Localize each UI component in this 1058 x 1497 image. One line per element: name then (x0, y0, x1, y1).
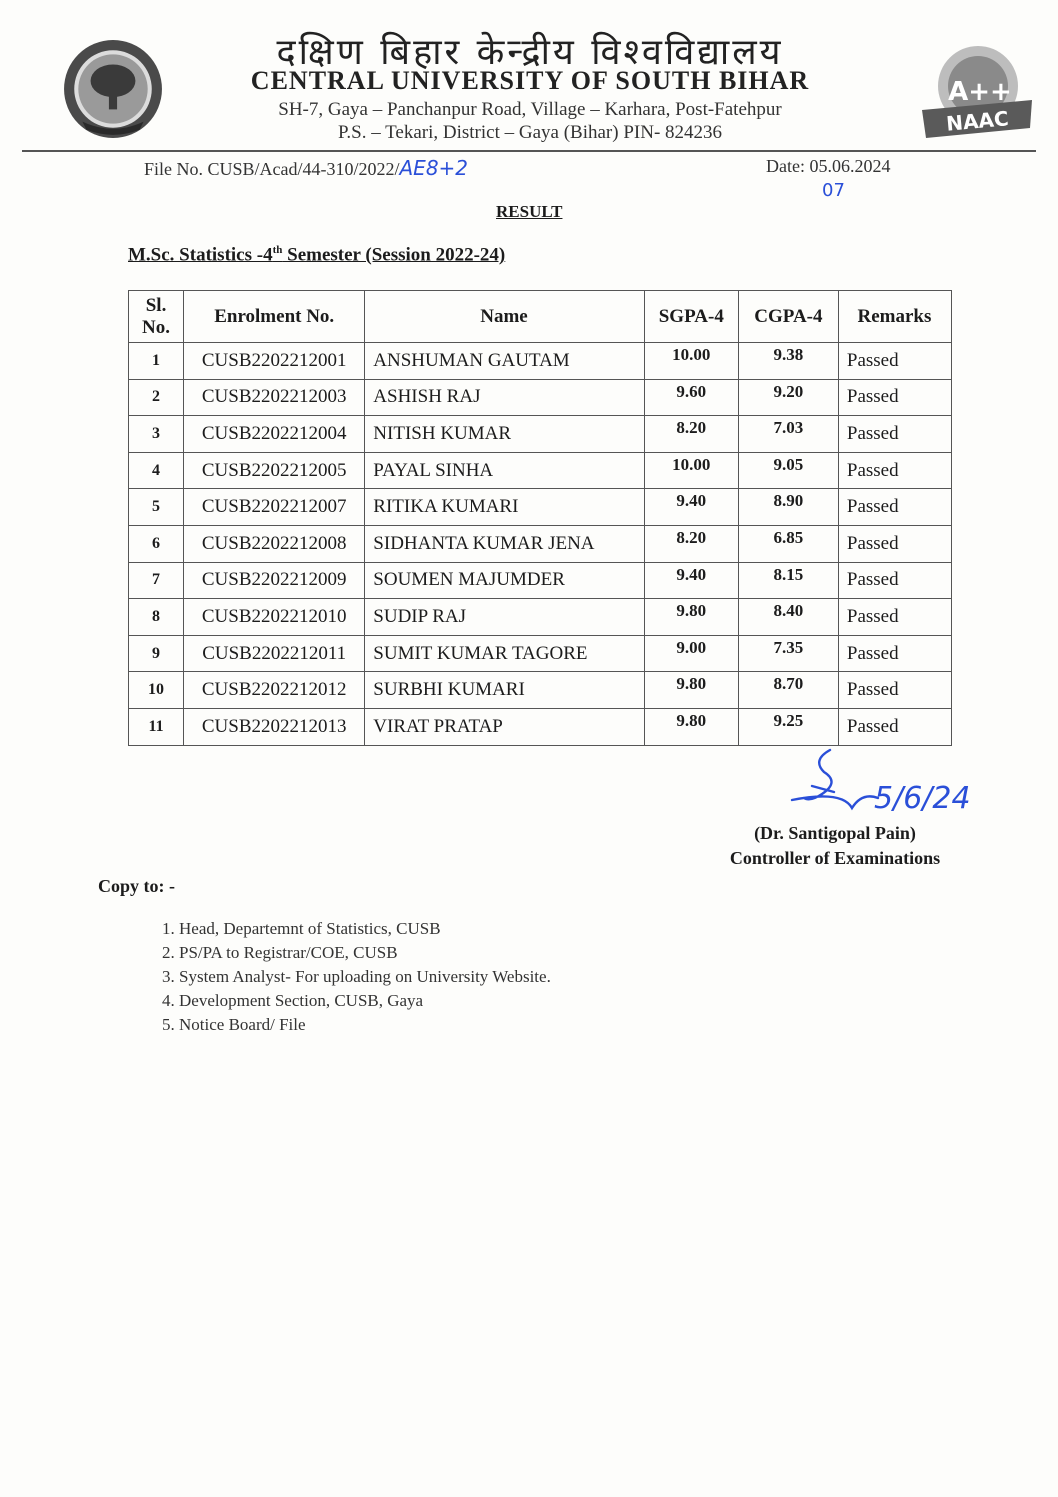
copy-to-item: 1. Head, Departemnt of Statistics, CUSB (162, 919, 441, 938)
sgpa-cell: 9.80 (644, 599, 738, 636)
remarks-cell: Passed (838, 452, 951, 489)
result-heading: RESULT (496, 202, 563, 221)
header-divider (22, 150, 1036, 152)
name-cell: PAYAL SINHA (365, 452, 644, 489)
name-cell: SOUMEN MAJUMDER (365, 562, 644, 599)
signature-date: 5/6/24 (874, 781, 971, 816)
university-title: CENTRAL UNIVERSITY OF SOUTH BIHAR (250, 66, 810, 95)
table-row (129, 452, 952, 489)
table-row (129, 708, 952, 745)
header-sl: Sl. No. (129, 291, 184, 343)
sgpa-cell: 9.40 (644, 489, 738, 526)
cgpa-cell: 9.25 (738, 708, 838, 745)
header-remarks: Remarks (838, 291, 951, 343)
remarks-cell: Passed (838, 379, 951, 416)
sl-cell: 1 (129, 343, 184, 380)
name-cell: SIDHANTA KUMAR JENA (365, 525, 644, 562)
address-line-2: P.S. – Tekari, District – Gaya (Bihar) PIN- 824236 (337, 122, 723, 143)
sl-cell: 5 (129, 489, 184, 526)
cgpa-cell: 8.15 (738, 562, 838, 599)
sl-cell: 3 (129, 416, 184, 453)
document-date: Date: 05.06.2024 (766, 156, 891, 176)
sl-cell: 10 (129, 672, 184, 709)
hindi-title: दक्षिण बिहार केन्द्रीय विश्वविद्यालय (276, 32, 784, 73)
signatory-title: Controller of Examinations (729, 848, 941, 868)
sgpa-cell: 10.00 (644, 343, 738, 380)
header-sgpa: SGPA-4 (644, 291, 738, 343)
remarks-cell: Passed (838, 489, 951, 526)
sl-cell: 2 (129, 379, 184, 416)
sl-cell: 8 (129, 599, 184, 636)
table-header-row (129, 291, 952, 343)
name-cell: RITIKA KUMARI (365, 489, 644, 526)
enrolment-cell: CUSB2202212007 (184, 489, 365, 526)
name-cell: ASHISH RAJ (365, 379, 644, 416)
remarks-cell: Passed (838, 708, 951, 745)
table-row (129, 562, 952, 599)
cgpa-cell: 7.35 (738, 635, 838, 672)
sl-cell: 7 (129, 562, 184, 599)
university-logo (62, 38, 164, 140)
programme-prefix: M.Sc. Statistics -4 (128, 244, 273, 266)
remarks-cell: Passed (838, 562, 951, 599)
copy-to-label: Copy to: - (98, 876, 175, 896)
sl-cell: 11 (129, 708, 184, 745)
date-handwritten-note: 07 (822, 180, 845, 201)
naac-grade: A++ (948, 77, 1012, 107)
enrolment-cell: CUSB2202212003 (184, 379, 365, 416)
name-cell: SURBHI KUMARI (365, 672, 644, 709)
enrolment-cell: CUSB2202212005 (184, 452, 365, 489)
address-line-1: SH-7, Gaya – Panchanpur Road, Village – Karhara, Post-Fatehpur (278, 99, 782, 120)
programme-sup: th (272, 244, 283, 256)
remarks-cell: Passed (838, 672, 951, 709)
cgpa-cell: 8.40 (738, 599, 838, 636)
name-cell: ANSHUMAN GAUTAM (365, 343, 644, 380)
enrolment-cell: CUSB2202212008 (184, 525, 365, 562)
header-enrolment: Enrolment No. (184, 291, 365, 343)
results-table (128, 290, 952, 746)
name-cell: SUMIT KUMAR TAGORE (365, 635, 644, 672)
enrolment-cell: CUSB2202212011 (184, 635, 365, 672)
sgpa-cell: 9.80 (644, 672, 738, 709)
programme-heading (128, 244, 505, 266)
enrolment-cell: CUSB2202212013 (184, 708, 365, 745)
table-row (129, 599, 952, 636)
cgpa-cell: 7.03 (738, 416, 838, 453)
sl-cell: 6 (129, 525, 184, 562)
remarks-cell: Passed (838, 599, 951, 636)
sgpa-cell: 9.00 (644, 635, 738, 672)
table-row (129, 416, 952, 453)
sgpa-cell: 9.80 (644, 708, 738, 745)
file-number (144, 156, 468, 180)
cgpa-cell: 8.70 (738, 672, 838, 709)
cgpa-cell: 9.05 (738, 452, 838, 489)
sgpa-cell: 8.20 (644, 416, 738, 453)
sgpa-cell: 10.00 (644, 452, 738, 489)
sgpa-cell: 8.20 (644, 525, 738, 562)
enrolment-cell: CUSB2202212012 (184, 672, 365, 709)
table-row (129, 672, 952, 709)
enrolment-cell: CUSB2202212009 (184, 562, 365, 599)
name-cell: NITISH KUMAR (365, 416, 644, 453)
copy-to-item: 5. Notice Board/ File (162, 1015, 306, 1034)
table-row (129, 489, 952, 526)
cgpa-cell: 9.20 (738, 379, 838, 416)
file-number-handwritten: AE8+2 (399, 156, 469, 180)
signature (782, 742, 971, 820)
remarks-cell: Passed (838, 416, 951, 453)
signatory-name: (Dr. Santigopal Pain) (754, 823, 916, 843)
name-cell: SUDIP RAJ (365, 599, 644, 636)
enrolment-cell: CUSB2202212010 (184, 599, 365, 636)
copy-to-item: 2. PS/PA to Registrar/COE, CUSB (162, 943, 398, 962)
table-row (129, 635, 952, 672)
table-row (129, 525, 952, 562)
sgpa-cell: 9.60 (644, 379, 738, 416)
naac-badge (918, 42, 1036, 142)
file-number-text: File No. CUSB/Acad/44-310/2022/ (144, 159, 400, 179)
header-cgpa: CGPA-4 (738, 291, 838, 343)
cgpa-cell: 9.38 (738, 343, 838, 380)
programme-suffix: Semester (Session 2022-24) (282, 244, 506, 266)
sgpa-cell: 9.40 (644, 562, 738, 599)
header-name: Name (365, 291, 644, 343)
sl-cell: 4 (129, 452, 184, 489)
copy-to-item: 3. System Analyst- For uploading on University Website. (162, 967, 551, 986)
remarks-cell: Passed (838, 635, 951, 672)
name-cell: VIRAT PRATAP (365, 708, 644, 745)
enrolment-cell: CUSB2202212004 (184, 416, 365, 453)
cgpa-cell: 6.85 (738, 525, 838, 562)
enrolment-cell: CUSB2202212001 (184, 343, 365, 380)
cgpa-cell: 8.90 (738, 489, 838, 526)
table-row (129, 379, 952, 416)
sl-cell: 9 (129, 635, 184, 672)
naac-label: NAAC (945, 106, 1010, 136)
copy-to-list (162, 918, 551, 1038)
table-row (129, 343, 952, 380)
remarks-cell: Passed (838, 343, 951, 380)
copy-to-item: 4. Development Section, CUSB, Gaya (162, 991, 424, 1010)
remarks-cell: Passed (838, 525, 951, 562)
